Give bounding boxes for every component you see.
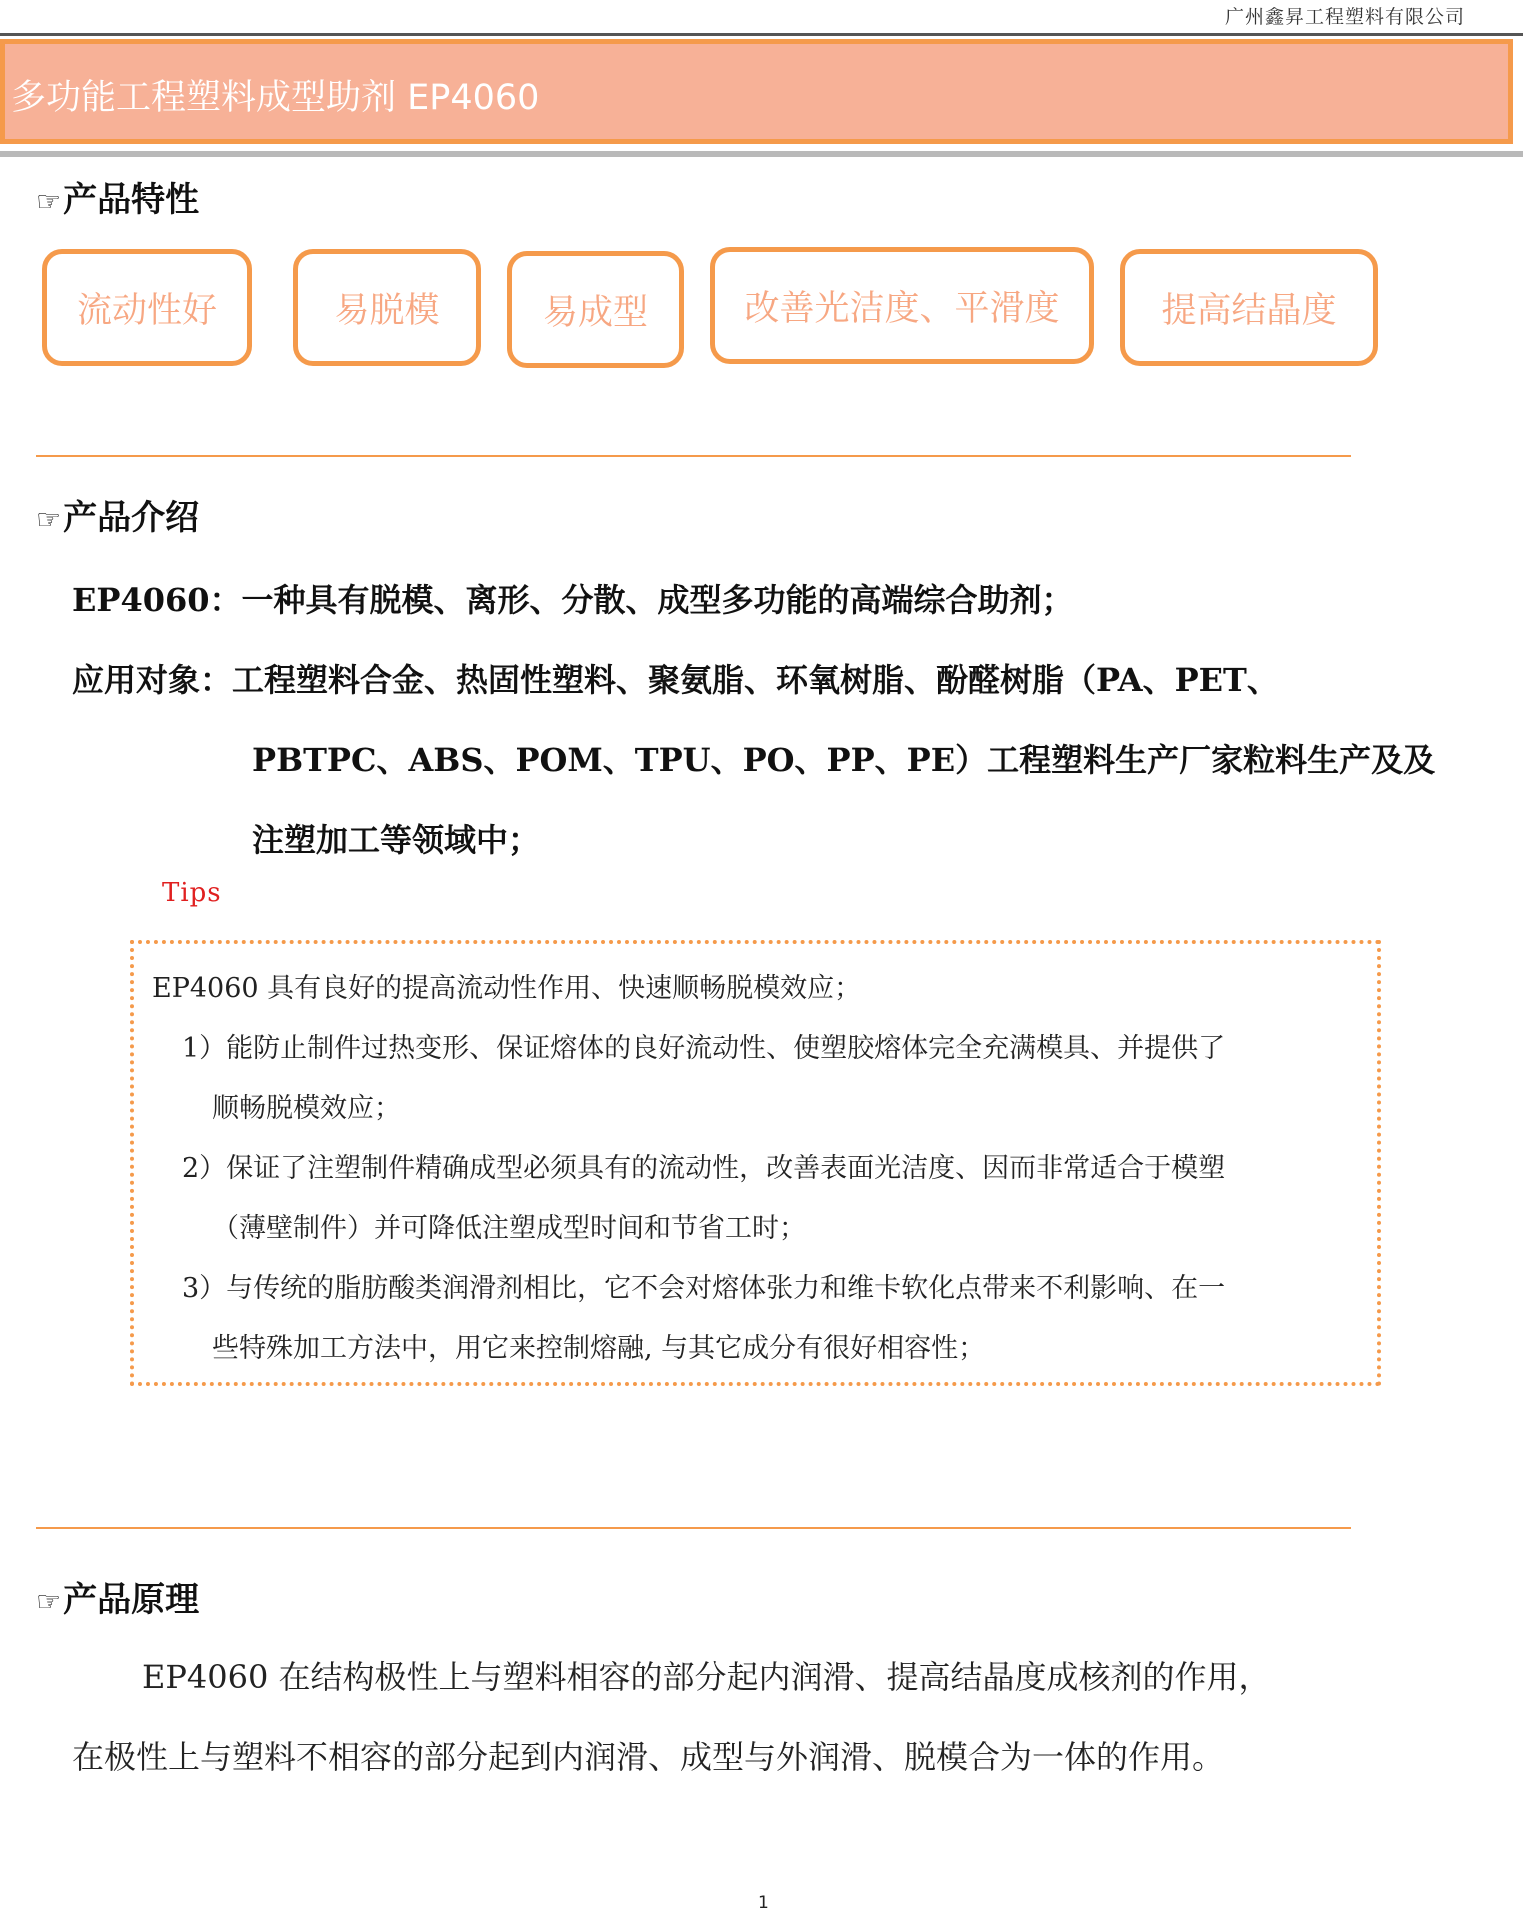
feature-pill bbox=[1120, 249, 1378, 366]
tip-line: 顺畅脱模效应； bbox=[212, 1093, 401, 1124]
principle-heading bbox=[36, 1572, 199, 1621]
pointing-hand-icon: ☞ bbox=[36, 503, 62, 536]
feature-pill bbox=[507, 251, 684, 368]
tip-line: 3）与传统的脂肪酸类润滑剂相比，它不会对熔体张力和维卡软化点带来不利影响、在一 bbox=[182, 1273, 1226, 1304]
feature-pill bbox=[710, 247, 1094, 364]
section-divider bbox=[36, 455, 1351, 457]
tip-line: EP4060 具有良好的提高流动性作用、快速顺畅脱模效应； bbox=[152, 973, 862, 1004]
pointing-hand-icon: ☞ bbox=[36, 1585, 62, 1618]
intro-heading-text: 产品介绍 bbox=[63, 498, 200, 538]
feature-pill-label: 提高结晶度 bbox=[1161, 290, 1337, 331]
title-banner-shadow bbox=[0, 151, 1523, 157]
section-divider bbox=[36, 1527, 1351, 1529]
feature-pill bbox=[293, 249, 481, 366]
features-heading-text: 产品特性 bbox=[63, 180, 200, 220]
tip-line: 些特殊加工方法中，用它来控制熔融, 与其它成分有很好相容性； bbox=[212, 1333, 986, 1364]
feature-pill-label: 易脱模 bbox=[334, 290, 440, 331]
pointing-hand-icon: ☞ bbox=[36, 185, 62, 218]
tip-line: （薄壁制件）并可降低注塑成型时间和节省工时； bbox=[212, 1213, 806, 1244]
company-name: 广州鑫昇工程塑料有限公司 bbox=[1224, 6, 1465, 28]
feature-pill-label: 改善光洁度、平滑度 bbox=[744, 288, 1060, 329]
features-heading bbox=[36, 172, 199, 221]
principle-paragraph-line: 在极性上与塑料不相容的部分起到内润滑、成型与外润滑、脱模合为一体的作用。 bbox=[72, 1738, 1225, 1776]
intro-applications-end: 注塑加工等领域中； bbox=[252, 821, 541, 859]
feature-pill-label: 易成型 bbox=[542, 292, 648, 333]
intro-applications-cont: PBTPC、ABS、POM、TPU、PO、PP、PE）工程塑料生产厂家粒料生产及及 bbox=[252, 741, 1436, 779]
tip-line: 2）保证了注塑制件精确成型必须具有的流动性，改善表面光洁度、因而非常适合于模塑 bbox=[182, 1153, 1226, 1184]
feature-pill bbox=[42, 249, 252, 366]
principle-heading-text: 产品原理 bbox=[63, 1580, 200, 1620]
page-number: 1 bbox=[758, 1893, 769, 1913]
intro-heading bbox=[36, 490, 199, 539]
tip-line: 1）能防止制件过热变形、保证熔体的良好流动性、使塑胶熔体完全充满模具、并提供了 bbox=[182, 1033, 1226, 1064]
intro-applications: 应用对象：工程塑料合金、热固性塑料、聚氨脂、环氧树脂、酚醛树脂（PA、PET、 bbox=[72, 661, 1279, 699]
document-title: 多功能工程塑料成型助剂 EP4060 bbox=[11, 78, 540, 118]
title-banner bbox=[0, 39, 1513, 144]
tips-label: Tips bbox=[162, 878, 222, 908]
intro-description: EP4060：一种具有脱模、离形、分散、成型多功能的高端综合助剂； bbox=[72, 581, 1074, 619]
header-rule bbox=[0, 33, 1523, 36]
principle-paragraph-line: EP4060 在结构极性上与塑料相容的部分起内润滑、提高结晶度成核剂的作用， bbox=[142, 1658, 1271, 1696]
feature-pill-label: 流动性好 bbox=[76, 290, 217, 331]
